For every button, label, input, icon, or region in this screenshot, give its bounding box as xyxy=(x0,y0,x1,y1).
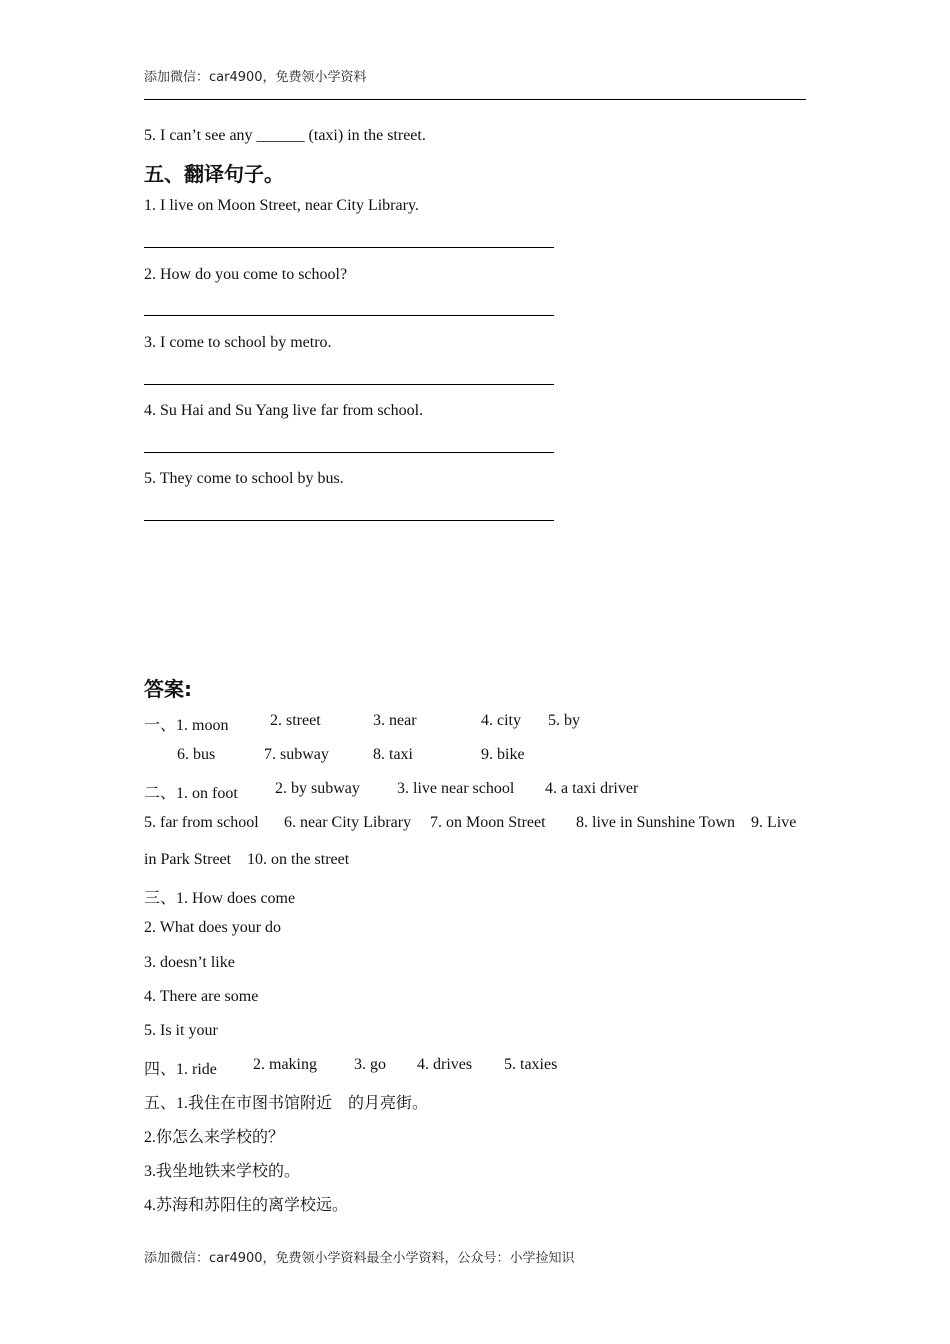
answer-line-5 xyxy=(144,520,554,521)
answer-1-4: 4. city xyxy=(481,712,521,729)
answer-1-9: 9. bike xyxy=(481,746,525,763)
answer-2-10: 10. on the street xyxy=(247,851,350,868)
page-header: 添加微信：car4900，免费领小学资料 xyxy=(144,70,367,85)
answer-3-5: 5. Is it your xyxy=(144,1022,218,1039)
answer-line-3 xyxy=(144,384,554,385)
section-5-title: 五、翻译句子。 xyxy=(144,162,284,186)
question-4-5: 5. I can’t see any ______ (taxi) in the street. xyxy=(144,127,426,144)
translate-item-5: 5. They come to school by bus. xyxy=(144,470,344,487)
answer-1-1: 一、1. moon xyxy=(144,717,229,734)
answer-2-9: 9. Live xyxy=(751,814,797,831)
answers-title: 答案: xyxy=(144,677,192,701)
answer-2-9-cont: in Park Street xyxy=(144,851,232,868)
header-divider xyxy=(144,99,806,100)
answer-2-8: 8. live in Sunshine Town xyxy=(576,814,736,831)
answer-2-7: 7. on Moon Street xyxy=(430,814,546,831)
answer-2-5: 5. far from school xyxy=(144,814,259,831)
answer-4-3: 3. go xyxy=(354,1056,386,1073)
answer-1-7: 7. subway xyxy=(264,746,329,763)
answer-1-8: 8. taxi xyxy=(373,746,413,763)
answer-5-1: 五、1.我住在市图书馆附近 的月亮街。 xyxy=(144,1095,429,1112)
answer-3-3: 3. doesn’t like xyxy=(144,954,235,971)
translate-item-3: 3. I come to school by metro. xyxy=(144,334,332,351)
answer-line-1 xyxy=(144,247,554,248)
answer-line-4 xyxy=(144,452,554,453)
answer-2-2: 2. by subway xyxy=(275,780,360,797)
answer-5-4: 4.苏海和苏阳住的离学校远。 xyxy=(144,1197,349,1214)
answer-4-4: 4. drives xyxy=(417,1056,473,1073)
page-footer: 添加微信：car4900，免费领小学资料最全小学资料，公众号：小学捡知识 xyxy=(144,1251,575,1266)
answer-5-3: 3.我坐地铁来学校的。 xyxy=(144,1163,301,1180)
answer-1-5: 5. by xyxy=(548,712,580,729)
answer-3-4: 4. There are some xyxy=(144,988,259,1005)
answer-4-2: 2. making xyxy=(253,1056,317,1073)
answer-4-5: 5. taxies xyxy=(504,1056,558,1073)
answer-1-3: 3. near xyxy=(373,712,417,729)
translate-item-4: 4. Su Hai and Su Yang live far from school. xyxy=(144,402,424,419)
translate-item-2: 2. How do you come to school? xyxy=(144,266,348,283)
answer-1-2: 2. street xyxy=(270,712,321,729)
answer-5-2: 2.你怎么来学校的？ xyxy=(144,1129,285,1146)
answer-3-2: 2. What does your do xyxy=(144,919,282,936)
answer-2-1: 二、1. on foot xyxy=(144,785,238,802)
translate-item-1: 1. I live on Moon Street, near City Library. xyxy=(144,197,419,214)
answer-2-6: 6. near City Library xyxy=(284,814,412,831)
answer-1-6: 6. bus xyxy=(177,746,216,763)
answer-line-2 xyxy=(144,315,554,316)
answer-2-3: 3. live near school xyxy=(397,780,515,797)
answer-4-1: 四、1. ride xyxy=(144,1061,217,1078)
answer-3-1: 三、1. How does come xyxy=(144,890,296,907)
answer-2-4: 4. a taxi driver xyxy=(545,780,639,797)
